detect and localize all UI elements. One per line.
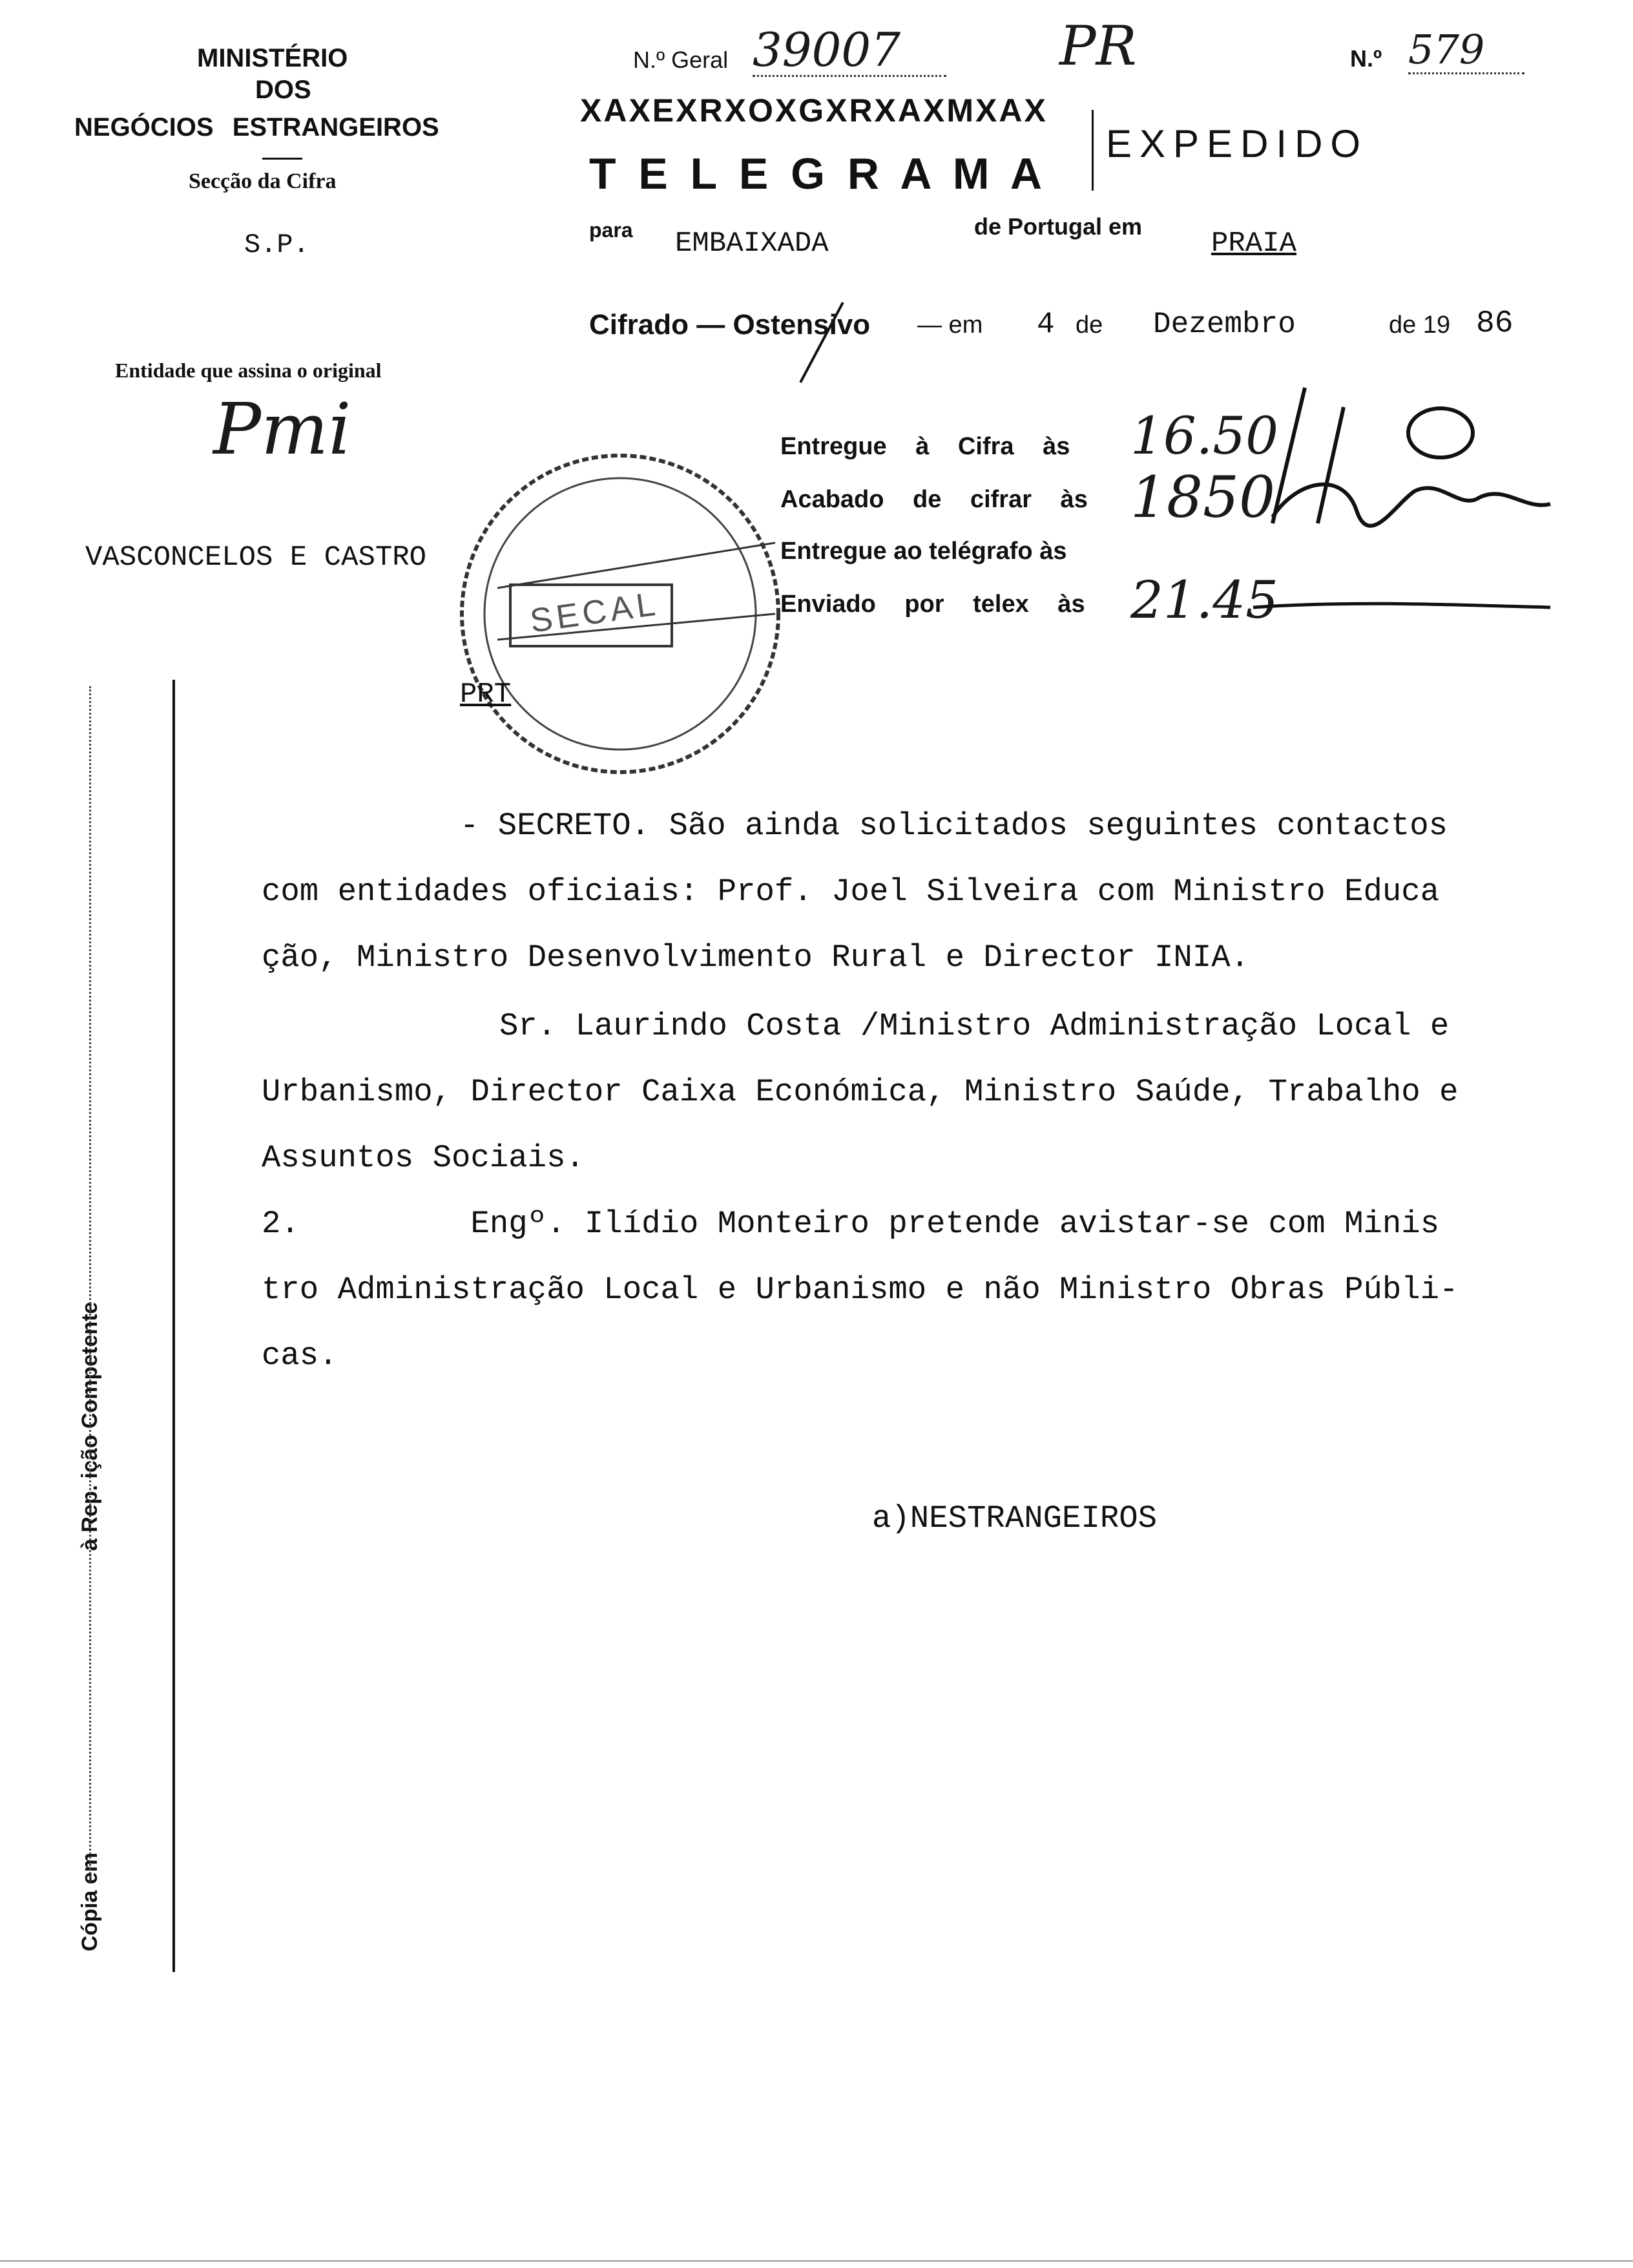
body-line-4: Sr. Laurindo Costa /Ministro Administração Local e [499,1008,1450,1044]
acabado-value: 1850 [1130,464,1275,530]
geral-label: N.º Geral [633,47,729,73]
entregue-cifra-label: Entregue à Cifra às [780,433,1070,460]
ministry-line1: MINISTÉRIO [197,44,348,72]
entregue-cifra-value: 16.50 [1130,406,1279,466]
geral-number: 39007 [753,25,946,77]
margin-copia: Cópia em [78,1852,102,1951]
expedido-label: EXPEDIDO [1106,122,1369,165]
section-label: Secção da Cifra [189,169,337,193]
para-label: para [589,218,633,242]
enviado-value: 21.45 [1130,570,1279,630]
signature-label: Entidade que assina o original [115,359,382,382]
enviado-label: Enviado por telex às [780,591,1085,618]
body-line-1: - SECRETO. São ainda solicitados seguintes contactos [460,808,1448,844]
year-label: de 19 [1389,311,1451,339]
signer-name: VASCONCELOS E CASTRO [85,541,427,574]
body-line-5: Urbanismo, Director Caixa Económica, Ministro Saúde, Trabalho e [262,1074,1459,1110]
margin-rule [172,680,175,1972]
margin-dotted-line [89,686,91,1882]
closing-signature: a)NESTRANGEIROS [872,1500,1158,1537]
stamp-text: SECAL [527,585,661,640]
day-value: 4 [1037,308,1055,341]
body-line-8: tro Administração Local e Urbanismo e não Ministro Obras Públi- [262,1272,1459,1308]
de-value: PRAIA [1211,227,1297,260]
body-line-7: 2. Engº. Ilídio Monteiro pretende avistar-se com Minis [262,1206,1440,1242]
number-value: 579 [1408,27,1524,74]
ministry-line2: DOS [255,76,311,104]
ministry-line3: NEGÓCIOS ESTRANGEIROS [74,113,439,142]
hand-mark-pr: PR [1059,14,1137,78]
year-value: 86 [1476,306,1513,341]
signature-initials: Pmi [213,388,351,470]
body-line-2: com entidades oficiais: Prof. Joel Silveira com Ministro Educa [262,874,1440,910]
acabado-label: Acabado de cifrar às [780,486,1088,513]
margin-reparticao: à Rep. ição Competente [78,1301,102,1551]
telegrama-title: T E L E G R A M A [589,149,1047,198]
em-label: — em [917,311,983,339]
para-value: EMBAIXADA [675,227,829,260]
sp-label: S.P. [244,229,309,260]
aerograma-struck: XAXEXRXOXGXRXAXMXAX [580,92,1048,129]
de-label: de Portugal em [974,213,1143,240]
header-divider [262,158,302,160]
handwritten-initials [1247,362,1570,620]
prefix-label: PRT [460,678,512,711]
body-line-6: Assuntos Sociais. [262,1140,585,1176]
body-line-9: cas. [262,1338,338,1374]
number-label: N.º [1350,45,1382,72]
de-word: de [1076,311,1103,339]
cifrado-label: Cifrado — Ostensivo [589,309,871,341]
entregue-telegrafo-label: Entregue ao telégrafo às [780,538,1067,565]
body-line-3: ção, Ministro Desenvolvimento Rural e Director INIA. [262,940,1250,976]
month-value: Dezembro [1153,308,1296,341]
bottom-rule [0,2260,1633,2262]
expedido-bracket [1092,110,1094,191]
